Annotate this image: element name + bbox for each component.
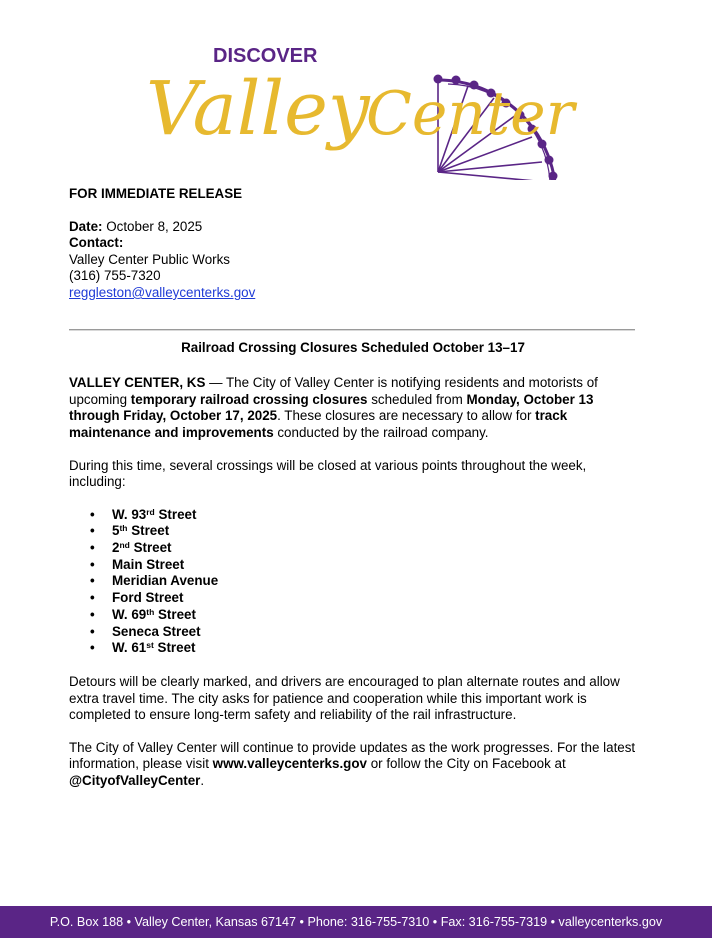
- date-line: [69, 219, 637, 236]
- bullet-icon: •: [90, 523, 95, 539]
- list-item: • Ford Street: [90, 590, 184, 606]
- bullet-icon: •: [90, 606, 95, 622]
- bullet-icon: •: [90, 573, 95, 589]
- intro-text-1: — The City of Valley Center is notifying residents and motorists of upcoming: [69, 375, 598, 407]
- list-item: • Main Street: [90, 556, 185, 572]
- date-value: October 8, 2025: [106, 218, 203, 234]
- list-item: • 5th Street: [90, 523, 170, 539]
- intro-paragraph: [69, 375, 637, 441]
- release-meta: [69, 219, 637, 302]
- list-item: • W. 93rd Street: [90, 506, 197, 522]
- detours-paragraph: Detours will be clearly marked, and drivers are encouraged to plan alternate routes and allow extra travel time. The city asks for patience and cooperation while this important work is completed to ensure long-term safety and reliability of the rail infrastructure.: [69, 673, 620, 723]
- updates-text-1: The City of Valley Center will continue to provide updates as the work progresses. For the latest information, please visit: [69, 739, 636, 772]
- discover-valley-center-logo: [138, 22, 578, 180]
- contact-email-link[interactable]: reggleston@valleycenterks.gov: [69, 284, 256, 300]
- list-item: • W. 69th Street: [90, 606, 196, 622]
- list-item: • Meridian Avenue: [90, 573, 219, 589]
- list-item: • 2nd Street: [90, 540, 172, 556]
- bullet-icon: •: [90, 506, 95, 522]
- list-item: • Seneca Street: [90, 623, 201, 639]
- logo-discover-text: DISCOVER: [213, 45, 318, 67]
- intro-text-3: . These closures are necessary to allow for: [277, 408, 536, 424]
- intro-bold-maintenance: track maintenance and improvements: [69, 408, 568, 440]
- facebook-handle: @CityofValleyCenter: [69, 772, 201, 788]
- logo-center-text: Center: [366, 79, 575, 149]
- crossings-intro: During this time, several crossings will be closed at various points throughout the week, including:: [69, 457, 587, 490]
- intro-text-2: scheduled from: [367, 391, 467, 407]
- intro-bold-closures: temporary railroad crossing closures: [130, 391, 368, 407]
- bullet-icon: •: [90, 640, 95, 656]
- bullet-icon: •: [90, 540, 95, 556]
- updates-text-3: .: [200, 772, 205, 788]
- contact-label: Contact:: [69, 235, 124, 251]
- intro-bold-dates: Monday, October 13 through Friday, October 17, 2025: [69, 391, 594, 424]
- contact-org: Valley Center Public Works: [69, 251, 230, 267]
- bullet-icon: •: [90, 556, 95, 572]
- bullet-icon: •: [90, 590, 95, 606]
- updates-text-2: or follow the City on Facebook at: [366, 756, 566, 772]
- dateline: VALLEY CENTER, KS: [69, 375, 206, 391]
- logo-valley-text: Valley: [146, 66, 370, 152]
- date-label: Date:: [69, 218, 103, 234]
- intro-text-4: conducted by the railroad company.: [273, 424, 489, 440]
- closed-streets-list: [69, 507, 637, 657]
- website-text: www.valleycenterks.gov: [212, 756, 367, 772]
- updates-paragraph: [69, 740, 637, 790]
- list-item: • W. 61st Street: [90, 640, 196, 656]
- headline: Railroad Crossing Closures Scheduled October 13–17: [181, 339, 525, 355]
- logo-graphic: [138, 22, 578, 180]
- press-release-body: [69, 186, 637, 805]
- release-label: FOR IMMEDIATE RELEASE: [69, 186, 243, 201]
- bullet-icon: •: [90, 623, 95, 639]
- divider: [69, 329, 635, 331]
- contact-phone: (316) 755-7320: [69, 268, 161, 284]
- footer-bar: P.O. Box 188 • Valley Center, Kansas 67147 • Phone: 316-755-7310 • Fax: 316-755-7319 • valleycenterks.gov: [0, 906, 712, 938]
